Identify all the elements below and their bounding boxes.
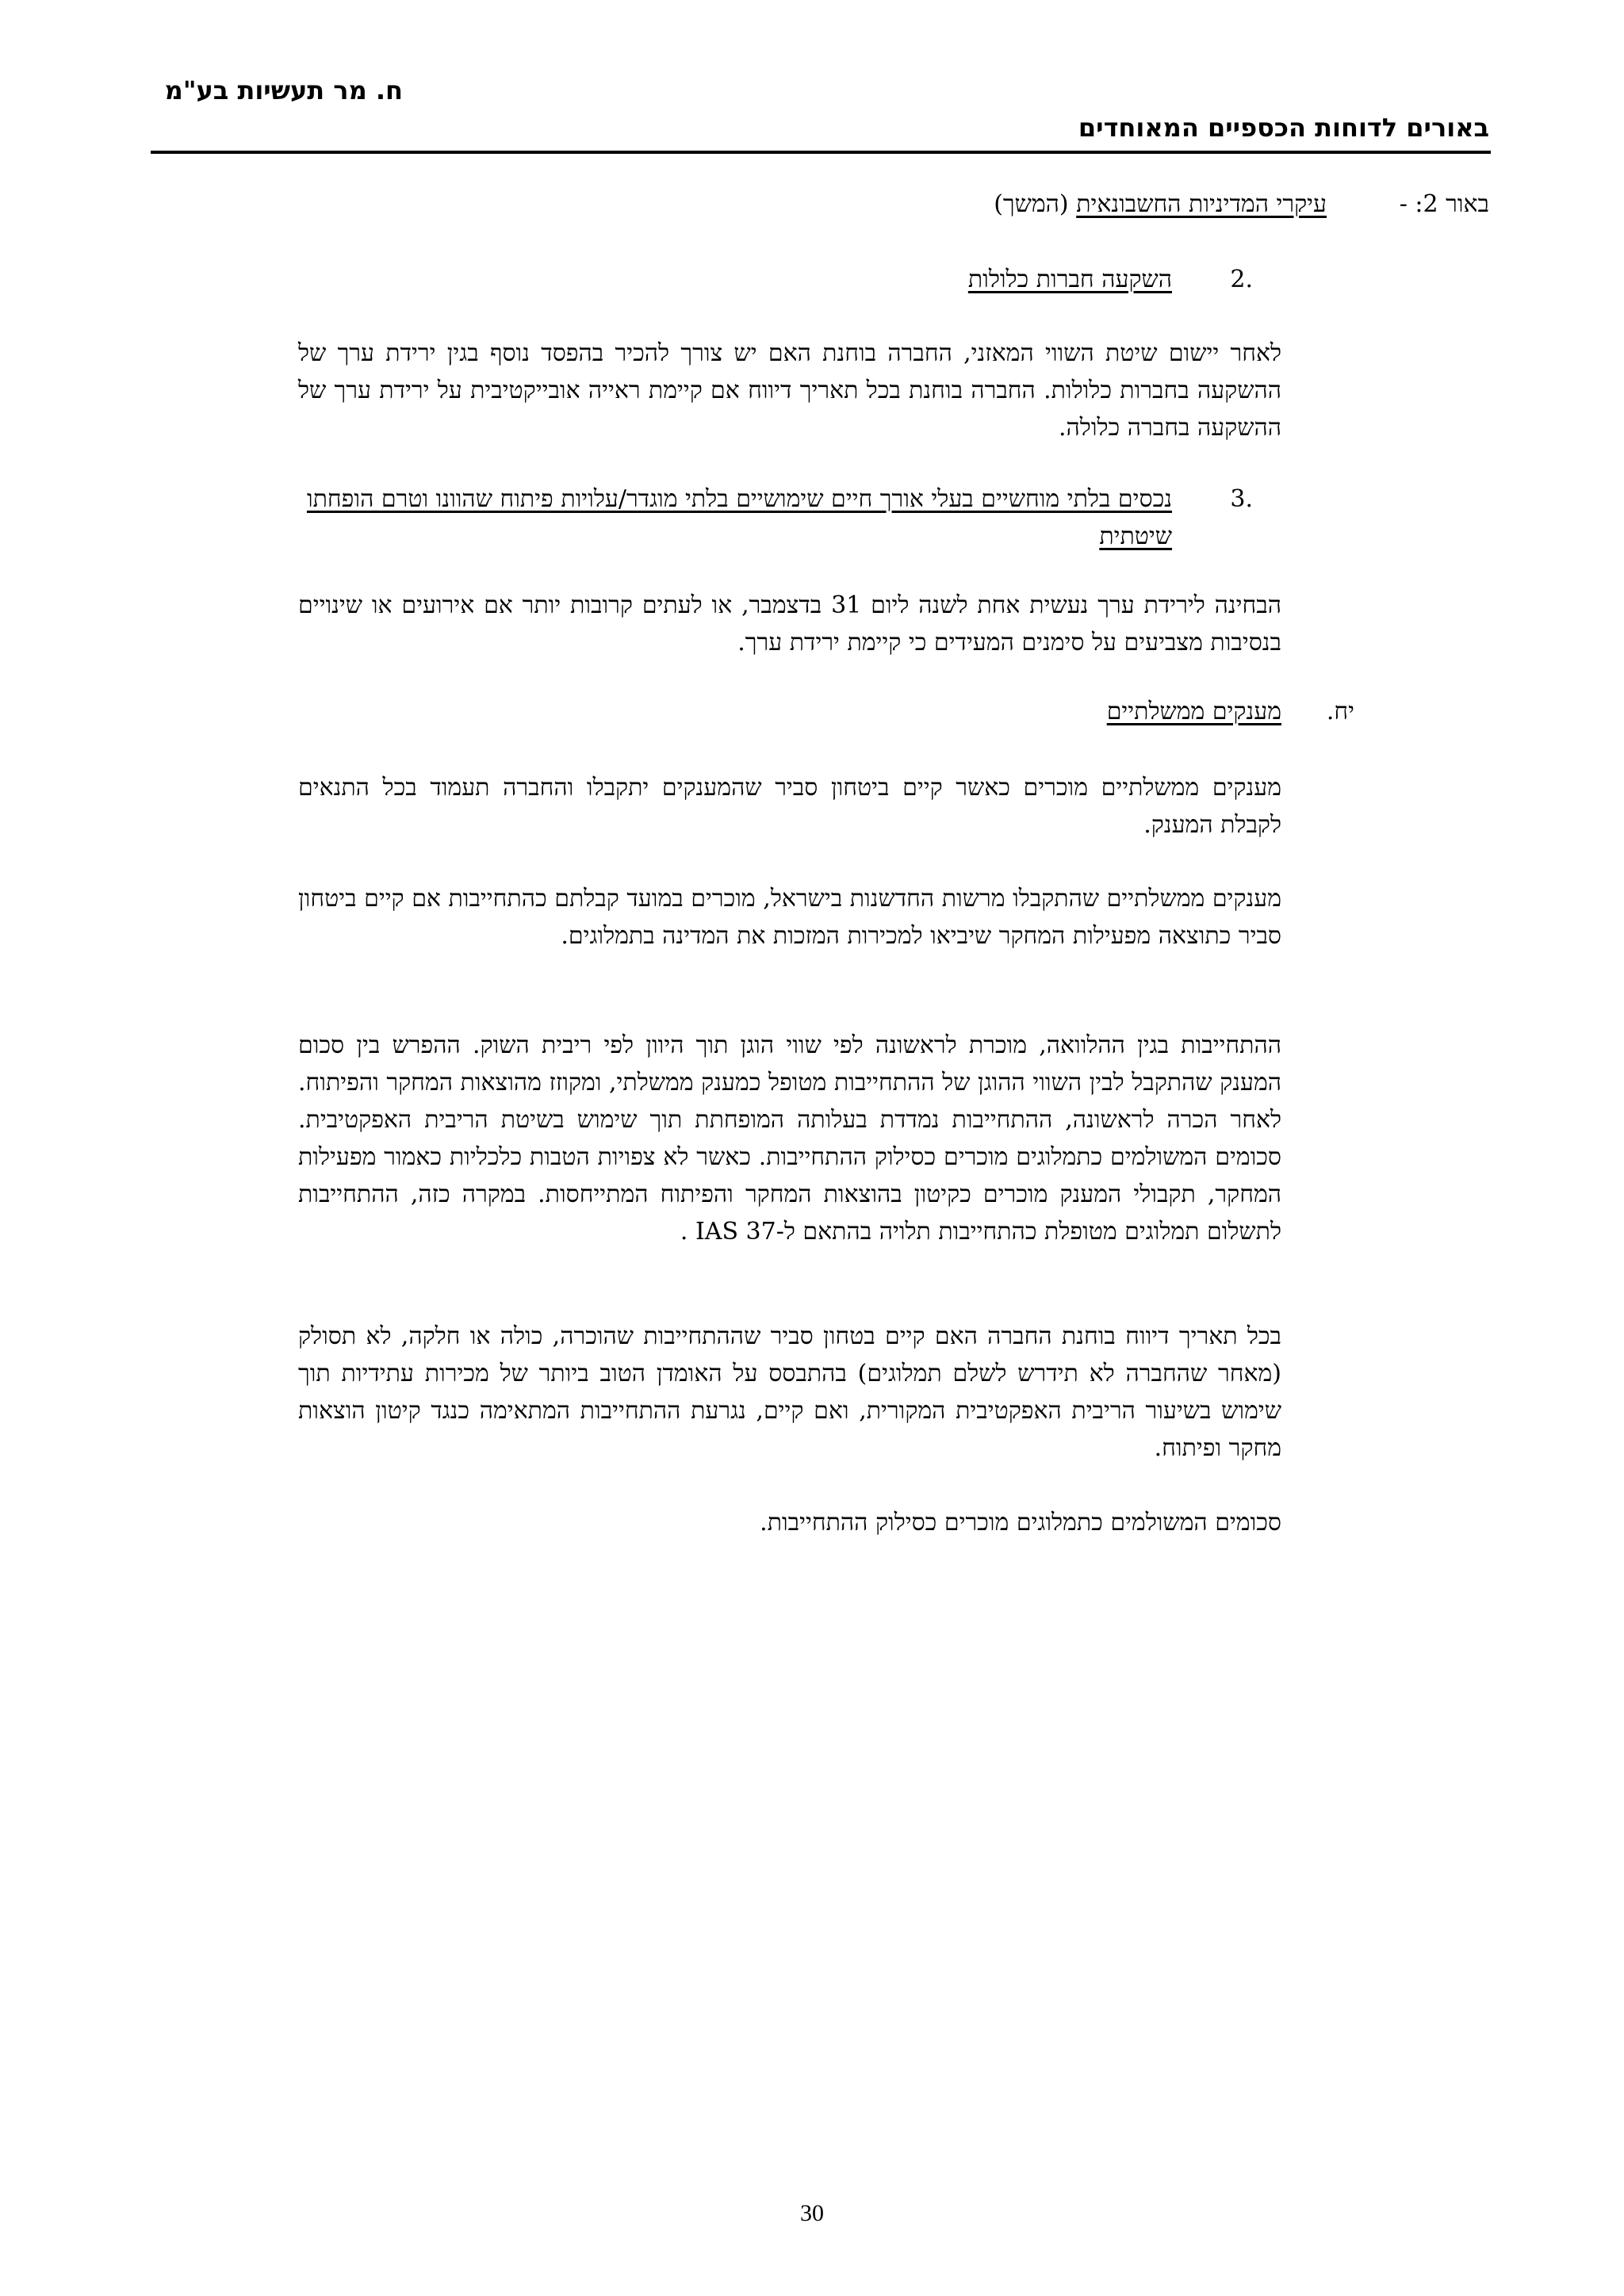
section-yh-paragraph-5: סכומים המשולמים כתמלוגים מוכרים כסילוק ההתחייבות. bbox=[760, 1509, 1281, 1536]
report-title: באורים לדוחות הכספיים המאוחדים bbox=[1078, 113, 1489, 143]
section-yh-paragraph-3: ההתחייבות בגין ההלוואה, מוכרת לראשונה לפי שווי הוגן תוך היוון לפי ריבית השוק. ההפרש בין סכום המענק שהתקבל לבין השווי ההוגן של ההתחייבות מטופל כמענק ממשלתי, ומקוזז מהוצאות המחקר והפיתוח. לאחר הכרה לראשונה, ההתחייבות נמדדת בעלותה המופחתת תוך שימוש בשיטת הריבית האפקטיבית. סכומים המשולמים כתמלוגים מוכרים כסילוק ההתחייבות. כאשר לא צפויות הטבות כלכליות כאמור מפעילות המחקר, תקבולי המענק מוכרים כקיטון בהוצאות המחקר והפיתוח המתייחסות. במקרה כזה, ההתחייבות לתשלום תמלוגים מטופלת כהתחייבות תלויה בהתאם ל-IAS 37 . bbox=[298, 1031, 1282, 1246]
section-3-paragraph: הבחינה לירידת ערך נעשית אחת לשנה ליום 31 בדצמבר, או לעתים קרובות יותר אם אירועים או שינויים בנסיבות מצביעים על סימנים המעידים כי קיימת ירידת ערך. bbox=[298, 591, 1281, 656]
section-yh-paragraph-4: בכל תאריך דיווח בוחנת החברה האם קיים בטחון סביר שההתחייבות שהוכרה, כולה או חלקה, לא תסולק (מאחר שהחברה לא תידרש לשלם תמלוגים) בהתבסס על האומדן הטוב ביותר של מכירות עתידיות תוך שימוש בשיעור הריבית האפקטיבית המקורית, ואם קיים, נגרעת ההתחייבות המתאימה כנגד קיטון הוצאות מחקר ופיתוח. bbox=[298, 1322, 1281, 1462]
header-divider bbox=[151, 151, 1491, 154]
note-label: באור 2: - bbox=[1399, 190, 1489, 218]
section-yh-heading bbox=[1107, 698, 1281, 725]
section-2-heading bbox=[968, 266, 1172, 293]
section-yh-number: יח. bbox=[1326, 698, 1354, 725]
section-yh-paragraph-1: מענקים ממשלתיים מוכרים כאשר קיים ביטחון סביר שהמענקים יתקבלו והחברה תעמוד בכל התנאים לקבלת המענק. bbox=[298, 774, 1281, 839]
note-title-text: עיקרי המדיניות החשבונאית bbox=[1076, 190, 1327, 218]
page-number: 30 bbox=[800, 2200, 824, 2226]
note-title bbox=[994, 190, 1327, 218]
section-3-heading-text: נכסים בלתי מוחשיים בעלי אורך חיים שימושיים בלתי מוגדר/עלויות פיתוח שהוונו וטרם הופחתו שיטתית bbox=[306, 485, 1172, 550]
section-3-heading bbox=[298, 480, 1172, 555]
section-yh-heading-text: מענקים ממשלתיים bbox=[1106, 698, 1281, 725]
section-yh-paragraph-2: מענקים ממשלתיים שהתקבלו מרשות החדשנות בישראל, מוכרים במועד קבלתם כהתחייבות אם קיים ביטחון סביר כתוצאה מפעילות המחקר שיביאו למכירות המזכות את המדינה בתמלוגים. bbox=[298, 885, 1281, 950]
section-3-number: .3 bbox=[1230, 485, 1253, 513]
company-name: ח. מר תעשיות בע"מ bbox=[164, 75, 403, 105]
section-2-paragraph: לאחר יישום שיטת השווי המאזני, החברה בוחנת האם יש צורך להכיר בהפסד נוסף בגין ירידת ערך של ההשקעה בחברות כלולות. החברה בוחנת בכל תאריך דיווח אם קיימת ראייה אובייקטיבית על ירידת ערך של ההשקעה בחברה כלולה. bbox=[298, 339, 1281, 442]
section-2-number: .2 bbox=[1230, 266, 1253, 293]
section-2-heading-text: השקעה חברות כלולות bbox=[967, 266, 1172, 293]
note-title-suffix: (המשך) bbox=[994, 190, 1069, 218]
